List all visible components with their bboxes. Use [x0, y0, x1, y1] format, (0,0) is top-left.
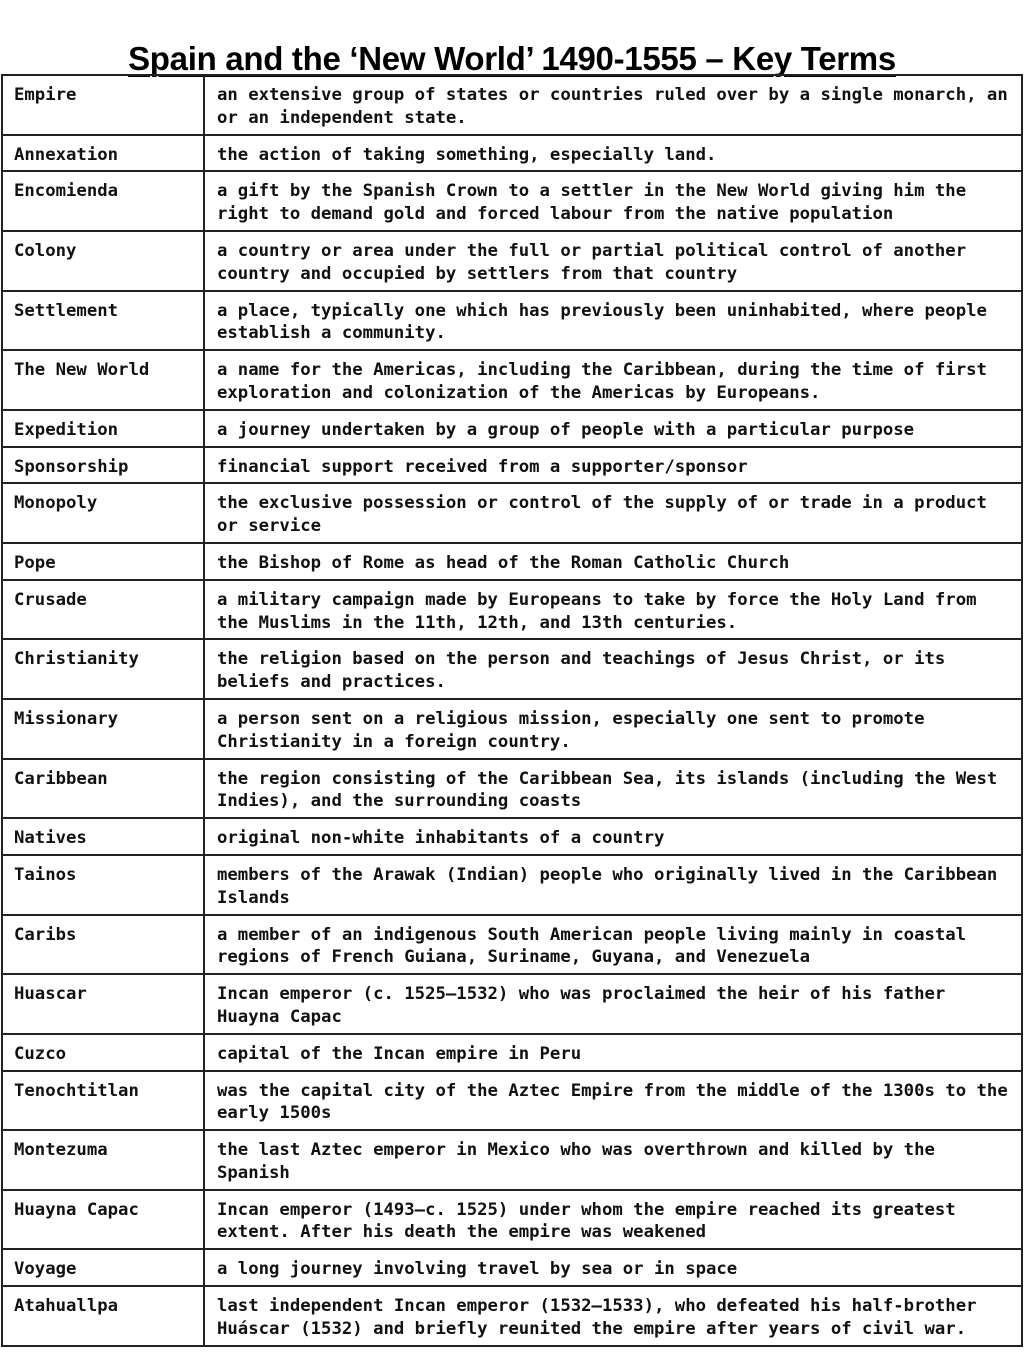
term-definition: the region consisting of the Caribbean Sea, its islands (including the West Indies), and the surrounding coasts [204, 759, 1022, 819]
term-name: Montezuma [2, 1130, 204, 1190]
term-name: Atahuallpa [2, 1286, 204, 1346]
term-row [2, 580, 1022, 640]
term-name: Christianity [2, 639, 204, 699]
term-row [2, 1034, 1022, 1071]
term-name: Settlement [2, 291, 204, 351]
term-name: Sponsorship [2, 447, 204, 484]
term-row [2, 291, 1022, 351]
term-definition: a military campaign made by Europeans to take by force the Holy Land from the Muslims in the 11th, 12th, and 13th centuries. [204, 580, 1022, 640]
term-name: Natives [2, 818, 204, 855]
term-definition: the religion based on the person and teachings of Jesus Christ, or its beliefs and practices. [204, 639, 1022, 699]
term-name: Caribs [2, 915, 204, 975]
term-name: Empire [2, 75, 204, 135]
term-definition: capital of the Incan empire in Peru [204, 1034, 1022, 1071]
term-name: Huascar [2, 974, 204, 1034]
term-definition: a long journey involving travel by sea or in space [204, 1249, 1022, 1286]
term-name: Cuzco [2, 1034, 204, 1071]
term-name: Colony [2, 231, 204, 291]
term-row [2, 915, 1022, 975]
term-definition: original non-white inhabitants of a country [204, 818, 1022, 855]
term-row [2, 639, 1022, 699]
term-row [2, 75, 1022, 135]
term-row [2, 818, 1022, 855]
term-definition: a gift by the Spanish Crown to a settler in the New World giving him the right to demand gold and forced labour from the native population [204, 171, 1022, 231]
term-name: Annexation [2, 135, 204, 172]
term-definition: a name for the Americas, including the Caribbean, during the time of first exploration and colonization of the Americas by Europeans. [204, 350, 1022, 410]
term-row [2, 410, 1022, 447]
term-definition: a country or area under the full or partial political control of another country and occupied by settlers from that country [204, 231, 1022, 291]
key-terms-table [1, 74, 1023, 1347]
page-title: Spain and the ‘New World’ 1490-1555 – Key Terms [128, 40, 896, 78]
term-name: Tainos [2, 855, 204, 915]
term-row [2, 1249, 1022, 1286]
term-row [2, 171, 1022, 231]
term-name: Crusade [2, 580, 204, 640]
term-row [2, 759, 1022, 819]
term-row [2, 1130, 1022, 1190]
term-definition: a member of an indigenous South American people living mainly in coastal regions of French Guiana, Suriname, Guyana, and Venezuela [204, 915, 1022, 975]
term-row [2, 1071, 1022, 1131]
term-name: Tenochtitlan [2, 1071, 204, 1131]
term-row [2, 855, 1022, 915]
term-row [2, 1286, 1022, 1346]
term-definition: Incan emperor (c. 1525–1532) who was proclaimed the heir of his father Huayna Capac [204, 974, 1022, 1034]
term-name: Expedition [2, 410, 204, 447]
term-row [2, 350, 1022, 410]
term-name: Monopoly [2, 483, 204, 543]
term-definition: the Bishop of Rome as head of the Roman Catholic Church [204, 543, 1022, 580]
term-definition: the last Aztec emperor in Mexico who was overthrown and killed by the Spanish [204, 1130, 1022, 1190]
term-name: Huayna Capac [2, 1190, 204, 1250]
term-row [2, 699, 1022, 759]
term-definition: financial support received from a supporter/sponsor [204, 447, 1022, 484]
term-definition: last independent Incan emperor (1532–1533), who defeated his half-brother Huáscar (1532) and briefly reunited the empire after years of civil war. [204, 1286, 1022, 1346]
term-definition: a place, typically one which has previously been uninhabited, where people establish a community. [204, 291, 1022, 351]
term-row [2, 543, 1022, 580]
term-definition: was the capital city of the Aztec Empire from the middle of the 1300s to the early 1500s [204, 1071, 1022, 1131]
term-row [2, 483, 1022, 543]
term-name: Voyage [2, 1249, 204, 1286]
term-definition: a journey undertaken by a group of people with a particular purpose [204, 410, 1022, 447]
term-definition: an extensive group of states or countries ruled over by a single monarch, an or an independent state. [204, 75, 1022, 135]
term-row [2, 135, 1022, 172]
term-row [2, 231, 1022, 291]
term-name: The New World [2, 350, 204, 410]
term-definition: the action of taking something, especially land. [204, 135, 1022, 172]
term-definition: members of the Arawak (Indian) people who originally lived in the Caribbean Islands [204, 855, 1022, 915]
term-definition: the exclusive possession or control of the supply of or trade in a product or service [204, 483, 1022, 543]
term-row [2, 447, 1022, 484]
key-terms-body [2, 75, 1022, 1346]
term-name: Encomienda [2, 171, 204, 231]
term-name: Missionary [2, 699, 204, 759]
term-definition: a person sent on a religious mission, especially one sent to promote Christianity in a foreign country. [204, 699, 1022, 759]
term-name: Pope [2, 543, 204, 580]
term-row [2, 974, 1022, 1034]
term-name: Caribbean [2, 759, 204, 819]
term-definition: Incan emperor (1493–c. 1525) under whom the empire reached its greatest extent. After his death the empire was weakened [204, 1190, 1022, 1250]
term-row [2, 1190, 1022, 1250]
